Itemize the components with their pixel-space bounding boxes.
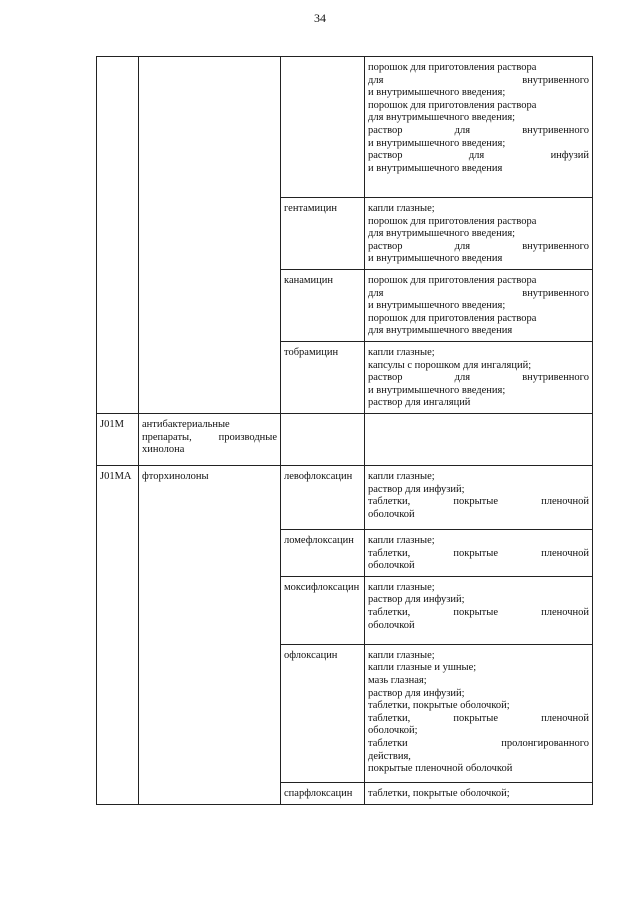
form-word: внутривенного: [522, 287, 589, 299]
form-word: раствор: [368, 124, 403, 136]
dosage-forms-cell: [365, 342, 593, 414]
dosage-forms-cell: [365, 198, 593, 270]
group-cell: фторхинолоны: [139, 466, 281, 805]
form-word: таблетки,: [368, 547, 411, 559]
form-word: инфузий: [550, 150, 589, 162]
drug-name-cell: [281, 57, 365, 198]
form-line: капли глазные;: [368, 203, 435, 214]
form-line: оболочкой: [368, 619, 415, 631]
form-line-justified: [368, 241, 589, 254]
form-word: таблетки,: [368, 712, 411, 724]
dosage-forms-cell: [365, 414, 593, 466]
table-row: [97, 57, 593, 198]
form-word: пленочной: [541, 547, 589, 559]
form-line: порошок для приготовления раствора: [368, 215, 537, 227]
form-line-justified: [368, 548, 589, 561]
drug-name-cell: офлоксацин: [281, 644, 365, 782]
atc-code-cell: J01MA: [97, 466, 139, 805]
form-line: раствор для ингаляций: [368, 397, 471, 409]
group-cell: [139, 57, 281, 414]
form-line-justified: [368, 150, 589, 163]
form-line-justified: [368, 496, 589, 509]
form-word: пролонгированного: [501, 737, 589, 749]
form-word: пленочной: [541, 712, 589, 724]
form-line: и внутримышечного введения;: [368, 300, 506, 312]
form-word: для: [454, 124, 471, 136]
form-line-justified: [368, 738, 589, 751]
drug-name-cell: гентамицин: [281, 198, 365, 270]
drug-name-cell: ломефлоксацин: [281, 530, 365, 577]
form-word: для: [454, 372, 471, 384]
drug-name-cell: моксифлоксацин: [281, 576, 365, 644]
form-line-justified: [142, 432, 277, 445]
form-word: раствор: [368, 150, 403, 162]
form-word: раствор: [368, 240, 403, 252]
drug-name-cell: спарфлоксацин: [281, 782, 365, 804]
page-number: 34: [314, 11, 326, 25]
dosage-forms-cell: [365, 644, 593, 782]
form-line: и внутримышечного введения: [368, 253, 503, 265]
form-word: покрытые: [453, 606, 498, 618]
table-row: [97, 414, 593, 466]
form-line: для внутримышечного введения;: [368, 228, 516, 240]
table-row: [97, 466, 593, 530]
atc-code-cell: [97, 57, 139, 414]
form-line: капли глазные;: [368, 649, 435, 661]
dosage-forms-cell: [365, 270, 593, 342]
form-line: порошок для приготовления раствора: [368, 99, 537, 111]
form-line: капли глазные;: [368, 347, 435, 358]
form-line: раствор для инфузий;: [368, 483, 465, 495]
form-word: внутривенного: [522, 240, 589, 252]
form-line: оболочкой: [368, 508, 415, 520]
form-line: оболочкой;: [368, 725, 418, 737]
form-line: и внутримышечного введения;: [368, 137, 506, 149]
form-word: покрытые: [453, 712, 498, 724]
form-line: и внутримышечного введения: [368, 162, 503, 174]
dosage-forms-cell: [365, 530, 593, 577]
form-word: раствор: [368, 372, 403, 384]
form-word: для: [454, 240, 471, 252]
dosage-forms-cell: [365, 466, 593, 530]
form-line: мазь глазная;: [368, 674, 427, 686]
form-line-justified: [368, 713, 589, 726]
form-word: покрытые: [453, 496, 498, 508]
form-word: таблетки,: [368, 606, 411, 618]
drug-table: [96, 56, 593, 805]
form-line: покрытые пленочной оболочкой: [368, 763, 513, 775]
form-line: раствор для инфузий;: [368, 594, 465, 606]
form-word: препараты,: [142, 431, 192, 443]
group-cell: [139, 414, 281, 466]
dosage-forms-cell: [365, 57, 593, 198]
form-word: для: [368, 287, 384, 299]
form-line: и внутримышечного введения;: [368, 87, 506, 99]
form-line: порошок для приготовления раствора: [368, 312, 537, 324]
form-word: для: [468, 150, 485, 162]
form-line: действия,: [368, 750, 411, 762]
form-word: внутривенного: [522, 124, 589, 136]
form-line-justified: [368, 125, 589, 138]
drug-name-cell: левофлоксацин: [281, 466, 365, 530]
form-line: порошок для приготовления раствора: [368, 62, 537, 73]
form-line-justified: [368, 75, 589, 88]
atc-code-cell: J01M: [97, 414, 139, 466]
form-line: для внутримышечного введения;: [368, 112, 516, 124]
form-line: и внутримышечного введения;: [368, 384, 506, 396]
form-line: раствор для инфузий;: [368, 687, 465, 699]
form-line: капли глазные;: [368, 471, 435, 482]
form-word: внутривенного: [522, 74, 589, 86]
form-word: таблетки: [368, 737, 408, 749]
form-word: пленочной: [541, 606, 589, 618]
form-line: капсулы с порошком для ингаляций;: [368, 359, 532, 371]
form-line: капли глазные;: [368, 535, 435, 546]
form-line: антибактериальные: [142, 419, 230, 430]
form-line: капли глазные и ушные;: [368, 662, 477, 674]
form-line-justified: [368, 372, 589, 385]
form-word: для: [368, 74, 384, 86]
form-word: покрытые: [453, 547, 498, 559]
form-line: для внутримышечного введения: [368, 325, 513, 337]
form-word: пленочной: [541, 496, 589, 508]
form-line-justified: [368, 607, 589, 620]
dosage-forms-cell: [365, 782, 593, 804]
drug-name-cell: канамицин: [281, 270, 365, 342]
form-line: оболочкой: [368, 560, 415, 572]
form-line: таблетки, покрытые оболочкой;: [368, 700, 510, 712]
form-line-justified: [368, 288, 589, 301]
form-line: таблетки, покрытые оболочкой;: [368, 787, 510, 799]
form-word: таблетки,: [368, 496, 411, 508]
form-line: капли глазные;: [368, 581, 435, 593]
drug-name-cell: тобрамицин: [281, 342, 365, 414]
drug-name-cell: [281, 414, 365, 466]
form-line: хинолона: [142, 444, 185, 456]
form-word: производные: [218, 431, 277, 443]
form-line: порошок для приготовления раствора: [368, 275, 537, 286]
dosage-forms-cell: [365, 576, 593, 644]
form-word: внутривенного: [522, 372, 589, 384]
